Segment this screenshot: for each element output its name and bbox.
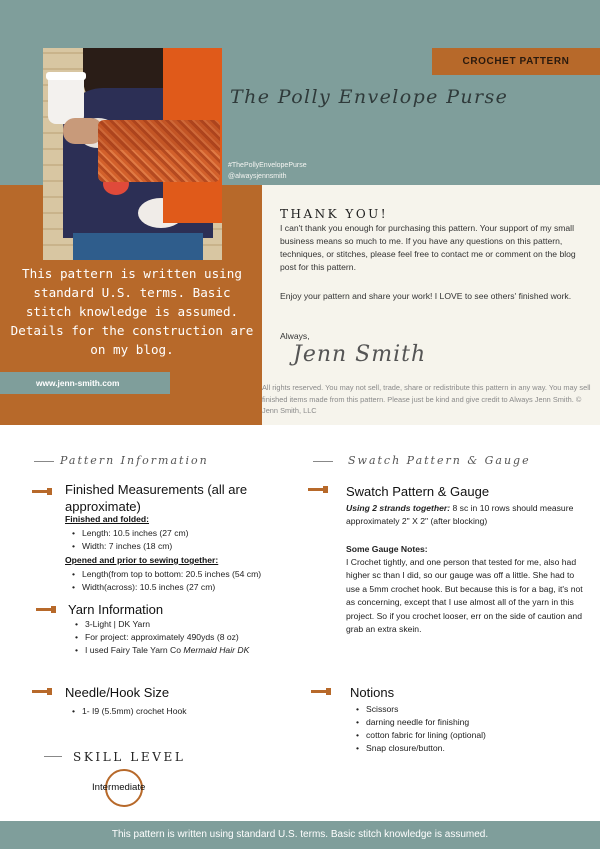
list-item: • Snap closure/button. — [356, 742, 486, 755]
pattern-title: The Polly Envelope Purse — [230, 86, 509, 108]
list-item: • Width(across): 10.5 inches (27 cm) — [72, 581, 261, 594]
thank-you-body-2: Enjoy your pattern and share your work! I LOVE to see others' finished work. — [280, 291, 572, 301]
notions-title: Notions — [350, 685, 395, 700]
list-item: • Width: 7 inches (18 cm) — [72, 540, 189, 553]
list-item: • Length: 10.5 inches (27 cm) — [72, 527, 189, 540]
hook-list — [72, 705, 187, 718]
hook-title: Needle/Hook Size — [65, 685, 170, 700]
divider — [313, 461, 333, 462]
thank-you-body: I can't thank you enough for purchasing this pattern. Your support of my small business means so much to me. If you have any questions on this pattern, techniques, or stitches, please feel free to contact me or comment on the blog post for this pattern. — [280, 223, 576, 272]
product-photo — [43, 48, 222, 260]
gauge-notes-body: I Crochet tightly, and one person that tested for me, also had higher sc than I did, so our gauge was off a little. She had to use a 5mm crochet hook. But because this is for a bag, it's not as concerning, except that I use almost all of the yarn in this project. So if you crochet looser, err on the side of caution and grab an extra skein. — [346, 557, 583, 635]
folded-list — [72, 527, 189, 553]
list-item: • Scissors — [356, 703, 486, 716]
skill-level-heading: SKILL LEVEL — [73, 750, 186, 764]
list-item: • darning needle for finishing — [356, 716, 486, 729]
bullet-marker — [311, 690, 329, 693]
swatch-title: Swatch Pattern & Gauge — [346, 484, 490, 499]
terms-note: This pattern is written using standard U.S. terms. Basic stitch knowledge is assumed. Details for the construction are on my blog. — [10, 266, 254, 357]
bullet-marker — [36, 608, 54, 611]
opened-label: Opened and prior to sewing together: — [65, 555, 219, 565]
yarn-used-name: Mermaid Hair DK — [183, 645, 250, 655]
yarn-list — [75, 618, 249, 657]
opened-list — [72, 568, 261, 594]
signature: Jenn Smith — [293, 342, 427, 367]
bullet-marker — [32, 690, 50, 693]
handle: @alwaysjennsmith — [228, 173, 287, 180]
footer-note: This pattern is written using standard U.S. terms. Basic stitch knowledge is assumed. — [0, 821, 600, 849]
list-item: • cotton fabric for lining (optional) — [356, 729, 486, 742]
list-item: • For project: approximately 490yds (8 oz) — [75, 631, 249, 644]
hashtag: #ThePollyEnvelopePurse — [228, 162, 307, 169]
website-link[interactable]: www.jenn-smith.com — [0, 372, 170, 394]
swatch-lead-bold: Using 2 strands together: — [346, 503, 451, 513]
crochet-pattern-badge: CROCHET PATTERN — [432, 48, 600, 75]
bullet-marker — [32, 490, 50, 493]
divider — [44, 756, 62, 757]
pattern-info-heading: Pattern Information — [60, 454, 209, 467]
gauge-notes-title: Some Gauge Notes: — [346, 544, 428, 554]
coffee-cup — [48, 76, 84, 124]
swatch-lead — [346, 502, 576, 529]
list-item: • 1- I9 (5.5mm) crochet Hook — [72, 705, 187, 718]
social-tags — [228, 160, 307, 182]
divider — [34, 461, 54, 462]
thank-you-heading: THANK YOU! — [280, 207, 389, 221]
skill-level-value: Intermediate — [92, 782, 146, 793]
swatch-lead-rest: 8 sc in 10 rows should measure approximately 2" X 2" (after blocking) — [346, 503, 574, 527]
bullet-marker — [308, 488, 326, 491]
swatch-heading: Swatch Pattern & Gauge — [348, 454, 531, 467]
yarn-used-prefix: I used Fairy Tale Yarn Co — [85, 645, 184, 655]
measurements-title: Finished Measurements (all are approximate) — [65, 482, 248, 514]
yarn-title: Yarn Information — [68, 602, 164, 617]
folded-label: Finished and folded: — [65, 514, 150, 524]
list-item: • 3-Light | DK Yarn — [75, 618, 249, 631]
sign-off: Always, — [280, 331, 310, 341]
list-item: • Length(from top to bottom: 20.5 inches (54 cm) — [72, 568, 261, 581]
list-item — [75, 644, 249, 657]
notions-list — [356, 703, 486, 755]
rights-notice: All rights reserved. You may not sell, trade, share or redistribute this pattern in any way. You may sell finished items made from this pattern. Please just be kind and give credit to Always Jenn Smith. © Jenn Smith, LLC — [262, 383, 591, 415]
